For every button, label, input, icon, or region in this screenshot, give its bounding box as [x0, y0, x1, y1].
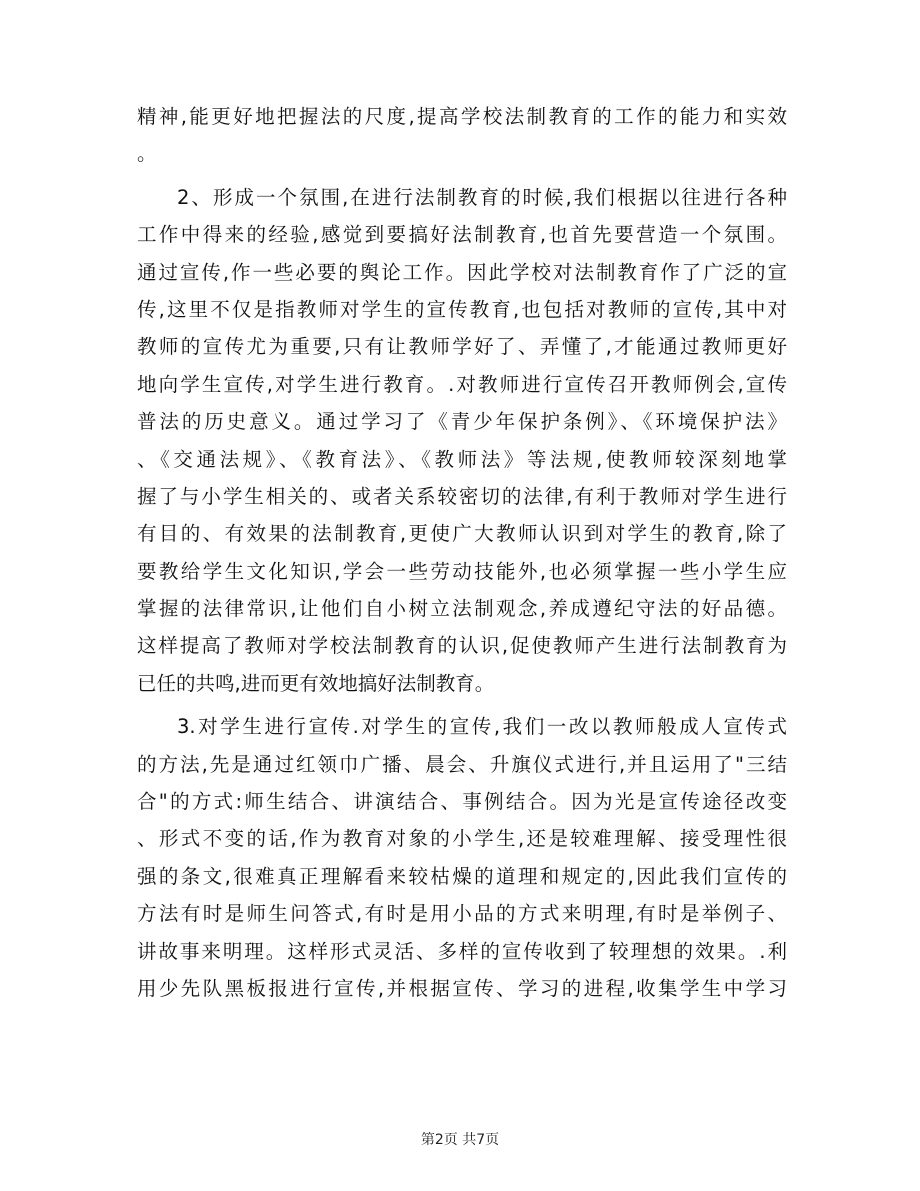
- text-line: 精神,能更好地把握法的尺度,提高学校法制教育的工作的能力和实效: [137, 105, 787, 128]
- text-line: 讲故事来明理。这样形式灵活、多样的宣传收到了较理想的效果。.利: [137, 939, 787, 963]
- text-line: 有目的、有效果的法制教育,更使广大教师认识到对学生的教育,除了: [137, 522, 787, 546]
- page-footer: 第2页 共7页: [420, 1132, 500, 1148]
- text-line: 用少先队黑板报进行宣传,并根据宣传、学习的进程,收集学生中学习: [137, 976, 787, 1000]
- text-line: 强的条文,很难真正理解看来较枯燥的道理和规定的,因此我们宣传的: [137, 864, 787, 888]
- text-line: 。: [137, 142, 157, 166]
- text-line: 握了与小学生相关的、或者关系较密切的法律,有利于教师对学生进行: [137, 484, 787, 508]
- paragraph: [137, 179, 787, 702]
- text-line: 2、形成一个氛围,在进行法制教育的时候,我们根据以往进行各种: [177, 185, 787, 209]
- text-line: 方法有时是师生问答式,有时是用小品的方式来明理,有时是举例子、: [137, 902, 787, 926]
- text-line: 教师的宣传尤为重要,只有让教师学好了、弄懂了,才能通过教师更好: [137, 335, 787, 359]
- text-line: 、形式不变的话,作为教育对象的小学生,还是较难理解、接受理性很: [137, 827, 787, 851]
- text-line: 已任的共鸣,进而更有效地搞好法制教育。: [137, 671, 495, 695]
- text-line: 掌握的法律常识,让他们自小树立法制观念,养成遵纪守法的好品德。: [137, 597, 787, 621]
- paragraph: [137, 98, 787, 173]
- text-line: 要教给学生文化知识,学会一些劳动技能外,也必须掌握一些小学生应: [137, 559, 787, 583]
- text-line: 普法的历史意义。通过学习了《青少年保护条例》、《环境保护法》: [137, 410, 787, 434]
- text-line: 这样提高了教师对学校法制教育的认识,促使教师产生进行法制教育为: [137, 634, 787, 658]
- text-line: 的方法,先是通过红领巾广播、晨会、升旗仪式进行,并且运用了"三结: [137, 752, 787, 776]
- body-text: [137, 98, 787, 1007]
- text-line: 、《交通法规》、《教育法》、《教师法》等法规,使教师较深刻地掌: [137, 447, 787, 471]
- text-line: 工作中得来的经验,感觉到要搞好法制教育,也首先要营造一个氛围。: [137, 223, 787, 247]
- text-line: 3.对学生进行宣传.对学生的宣传,我们一改以教师般成人宣传式: [177, 715, 787, 739]
- text-line: 通过宣传,作一些必要的舆论工作。因此学校对法制教育作了广泛的宣: [137, 260, 787, 284]
- paragraph: [137, 708, 787, 1007]
- text-line: 合"的方式:师生结合、讲演结合、事例结合。因为光是宣传途径改变: [137, 790, 787, 814]
- text-line: 地向学生宣传,对学生进行教育。.对教师进行宣传召开教师例会,宣传: [137, 372, 787, 396]
- text-line: 传,这里不仅是指教师对学生的宣传教育,也包括对教师的宣传,其中对: [137, 297, 787, 321]
